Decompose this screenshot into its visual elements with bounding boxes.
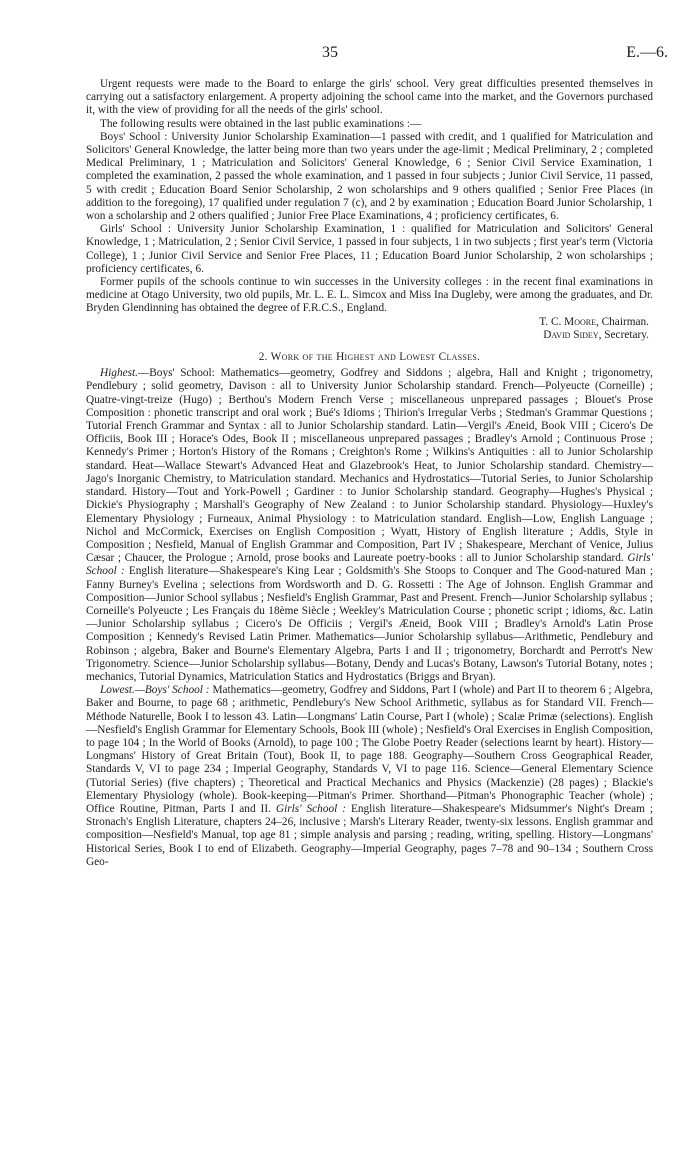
paragraph-highest	[86, 367, 653, 684]
paragraph-former-pupils: Former pupils of the schools continue to win successes in the University colleges : in the recent final examinations in medicine at Otago University, two old pupils, Mr. L. E. L. Simcox and Miss Ina Dugleby, were among the graduates, and Dr. Bryden Glendinning has obtained the degree of F.R.C.S., England.	[86, 276, 653, 315]
paragraph-boys-results: Boys' School : University Junior Scholarship Examination—1 passed with credit, and 1 qualified for Matriculation and Solicitors' General Knowledge, the latter being more than two years under the age-limit ; Medical Preliminary, 2 ; completed Medical Preliminary, 1 ; Matriculation and Solicitors' General Knowledge, 6 ; Senior Civil Service Examination, 1 completed the examination, 2 passed the whole examination, and 1 passed in four subjects ; Junior Civil Service, 11 passed, 5 with credit ; Education Board Senior Scholarship, 2 won scholarships and 9 others qualified ; Senior Free Places (in addition to the foregoing), 17 qualified under regulation 7 (c), and 2 by examination ; Education Board Junior Scholarship, 1 won a scholarship and 2 others qualified ; Junior Free Place Examinations, 4 ; proficiency certificates, 6.	[86, 130, 653, 223]
signature-chairman	[86, 316, 653, 329]
signature-secretary	[86, 329, 653, 342]
document-reference: E.—6.	[626, 44, 668, 61]
girls-label-lowest: Girls' School :	[275, 802, 346, 815]
lowest-label: Lowest.—Boys' School :	[100, 684, 210, 697]
girls-text-highest: English literature—Shakespeare's King Lear ; Goldsmith's She Stoops to Conquer and The Good-natured Man ; Fanny Burney's Evelina ; selections from Wordsworth and D. G. Rossetti : The Age of Johnson. English Grammar and Composition—Junior School syllabus ; Nesfield's English Grammar, Past and Present. French—Junior Scholarship syllabus ; Corneille's Polyeucte ; Les Français du 18ème Siècle ; Weekley's Matriculation Course ; phonetic script ; idioms, &c. Latin—Junior Scholarship syllabus ; Cicero's De Officiis ; Vergil's Æneid, Book VIII ; Bradley's Arnold's Latin Prose Composition ; Kennedy's Revised Latin Primer. Mathematics—Junior Scholarship syllabus—Arithmetic, Pendlebury and Robinson ; algebra, Baker and Bourne's Elementary Algebra, Parts I and II ; trigonometry, Borchardt and Perrott's New Trigonometry. Science—Junior Scholarship syllabus—Botany, Dendy and Lucas's Botany, Lawson's Tutorial Botany, notes ; mechanics, Tutorial Dynamics, Matriculation Statics and Hydrostatics (Briggs and Bryan).	[86, 565, 653, 683]
lowest-text: Mathematics—geometry, Godfrey and Siddons, Part I (whole) and Part II to theorem 6 ; Algebra, Baker and Bourne, to page 68 ; arithmetic, Pendlebury's New School Arithmetic, syllabus as for Standard VII. French—Méthode Naturelle, Book I to lesson 43. Latin—Longmans' Latin Course, Part I (whole) ; Scalæ Primæ (selections). English—Nesfield's English Grammar for Elementary Schools, Book III (whole) ; Nesfield's Oral Exercises in English Composition, to page 104 ; In the World of Books (Arnold), to page 100 ; The Globe Poetry Reader (selections learnt by heart). History—Longmans' History of Great Britain (Tout), Book II, to page 188. Geography—Southern Cross Geographical Reader, Standards V, VI to page 234 ; Imperial Geography, Standards V, VI to page 116. Science—General Elementary Science (Tutorial Series) (five chapters) ; Theoretical and Practical Mechanics and Physics (Mackenzie) (28 pages) ; Blackie's Elementary Physiology (whole). Book-keeping—Pitman's Primer. Shorthand—Pitman's Phonographic Teacher (whole) ; Office Routine, Pitman, Parts I and II.	[86, 684, 653, 815]
girls-text-lowest: English literature—Shakespeare's Midsummer's Night's Dream ; Stronach's English Literature, chapters 24–26, inclusive ; Marsh's Literary Reader, twenty-six lessons. English grammar and composition—Nesfield's Manual, top age 81 ; simple analysis and parsing ; reading, writing, spelling. History—Longmans' Historical Series, Book I to end of Elizabeth. Geography—Imperial Geography, pages 7–78 and 90–134 ; Southern Cross Geo-	[86, 802, 653, 868]
paragraph-enlargement: Urgent requests were made to the Board to enlarge the girls' school. Very great difficulties presented themselves in carrying out a satisfactory enlargement. A property adjoining the school came into the market, and the Governors purchased it, with the view of providing for all the needs of the girls' school.	[86, 78, 653, 117]
secretary-name: David Sidey	[543, 328, 599, 341]
page-number: 35	[322, 44, 338, 61]
chairman-name: T. C. Moore	[539, 315, 596, 328]
chairman-role: , Chairman.	[595, 315, 649, 328]
highest-text: —Boys' School: Mathematics—geometry, Godfrey and Siddons ; algebra, Hall and Knight ; trigonometry, Pendlebury ; solid geometry, Davison : all to University Junior Scholarship standard. French—Polyeucte (Corneille) ; Quatre-vingt-treize (Hugo) ; Berthou's Modern French Verse ; miscellaneous unprepared passages ; Blouet's Prose Composition : phonetic transcript and oral work ; Bué's Idioms ; Thirion's Irregular Verbs ; Stedman's Grammar Questions ; Tutorial French Grammar and Syntax : all to Junior Scholarship standard. Latin—Vergil's Æneid, Book VIII ; Cicero's De Officiis, Book III ; Horace's Odes, Book II ; miscellaneous unprepared passages ; Bradley's Arnold ; Continuous Prose ; Kennedy's Primer ; Horton's History of the Romans ; Creighton's Rome ; Wilkins's Antiquities : all to Junior Scholarship standard. Heat—Wallace Stewart's Advanced Heat and Glazebrook's Heat, to Junior Scholarship standard. Chemistry—Jago's Inorganic Chemistry, to Matriculation standard. Mechanics and Hydrostatics—Tutorial Series, to Junior Scholarship standard. History—Tout and York-Powell ; Gardiner : to Junior Scholarship standard. Geography—Hughes's Physical ; Dickie's Physiography ; Marshall's Geography of New Zealand : to Junior Scholarship standard. Physiology—Huxley's Elementary Physiology ; Furneaux, Animal Physiology : to Matriculation standard. English—Low, English Language ; Nichol and McCormick, Exercises on English Composition ; Wyatt, History of English literature ; Addis, Style in Composition ; Nesfield, Manual of English Grammar and Composition, Part IV ; Shakespeare, Merchant of Venice, Julius Cæsar ; Chaucer, the Prologue ; Arnold, prose books and Laureate poetry-books : all to Junior Scholarship standard.	[86, 367, 653, 565]
paragraph-lowest	[86, 684, 653, 869]
girls-label-highest: Girls' School :	[86, 552, 653, 578]
paragraph-girls-results: Girls' School : University Junior Scholarship Examination, 1 : qualified for Matriculation and Solicitors' General Knowledge, 1 ; Matriculation, 2 ; Senior Civil Service, 1 passed in four subjects, 1 in two subjects ; first year's term (Victoria College), 1 ; Junior Civil Service and Senior Free Places, 11 ; Education Board Junior Scholarship, 2 won scholarships ; proficiency certificates, 6.	[86, 223, 653, 275]
page-header	[0, 44, 700, 68]
paragraph-results-intro: The following results were obtained in the last public examinations :—	[100, 117, 422, 130]
highest-label: Highest.	[100, 367, 138, 380]
secretary-role: , Secretary.	[598, 328, 649, 341]
document-body	[86, 78, 653, 869]
section-heading: 2. Work of the Highest and Lowest Classes.	[258, 351, 481, 364]
